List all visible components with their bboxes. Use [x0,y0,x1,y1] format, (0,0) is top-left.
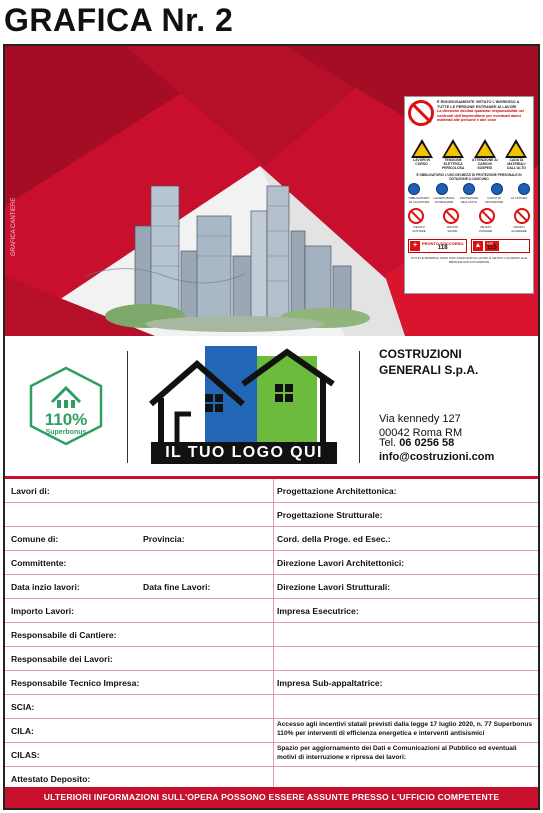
harness-icon [518,183,530,195]
mandatory-label: LAVARSI PRIMA DI MANGIARE [433,196,455,204]
table-row [5,623,538,647]
mandatory-label: CASCO DI PROTEZIONE [484,196,504,204]
warning-sign [408,139,435,170]
prohibition-icons-row [408,208,530,224]
warning-sign [503,139,530,170]
fire-brigade-number: 115 [487,245,497,251]
table-row [5,551,538,575]
label-data-inizio: Data inzio lavori: [11,582,80,592]
warning-label: LAVORI IN CORSO [413,158,430,166]
superbonus-badge [28,366,104,446]
sign-prohibition-text: È RIGOROSAMENTE VIETATO L'INGRESSO A TUTTE LE PERSONE ESTRANEE AI LAVORI [437,100,520,109]
label-progettazione-strutturale: Progettazione Strutturale: [277,510,383,520]
label-impresa-sub: Impresa Sub-appaltatrice: [277,678,383,688]
label-direzione-architettonici: Direzione Lavori Architettonici: [277,558,405,568]
mandatory-title: È OBBLIGATORIO L'USO DEI MEZZI DI PROTEZIONE PERSONALE IN DOTAZIONE A CIASCUNO [416,173,522,181]
fire-brigade-box [471,239,530,253]
first-aid-number: 118 [437,245,448,251]
warning-sign [471,139,498,170]
table-row [5,599,538,623]
warning-signs-row [408,139,530,170]
label-responsabile-lavori: Responsabile dei Lavori: [11,654,113,664]
construction-site-board [3,44,540,810]
label-data-fine: Data fine Lavori: [143,582,211,592]
label-responsabile-cantiere: Responsabile di Cantiere: [11,630,117,640]
first-aid-box [408,239,467,253]
footer-banner: ULTERIORI INFORMAZIONI SULL'OPERA POSSONO ESSERE ASSUNTE PRESSO L'UFFICIO COMPETENTE [5,787,538,808]
mandatory-icons-row [408,183,530,195]
prohibition-label: VIETATO PASSARE [479,225,493,233]
boots-icon [408,183,420,195]
prohibition-label: VIETATO SALIRE [446,225,459,233]
safety-sign [404,96,534,294]
table-row [5,527,538,551]
phone-label: Tel. [379,437,397,449]
first-aid-label: PRONTO SOCCORSO [422,241,464,246]
sign-disclaimer-text: La direzione declina qualsiasi responsabilità nei confronti dell'Imprenditore per eventuali danni materiali alle persone e alle cose [437,109,524,123]
label-direzione-strutturali: Direzione Lavori Strutturali: [277,582,391,592]
no-entry-icon [408,100,434,126]
public-updates-note: Spazio per aggiornamento dei Dati e Comunicazioni al Pubblico ed eventuali motivi di interruzione e ripresa dei lavori: [277,745,517,761]
phone-number: 06 0256 58 [399,437,455,449]
company-name [379,346,529,378]
sign-footer-text: TUTTE LE MATERIALI SONO STATI ASSICURATI AI LAVORI. È VIETATO L'ACCESSO ALLE PERSONE NON AUTORIZZATE [410,256,528,264]
label-provincia: Provincia: [143,534,185,544]
no-passing-icon [479,208,495,224]
hands-icon [436,183,448,195]
company-band [5,336,538,476]
warning-label: TENSIONE ELETTRICA PERICOLOSA [441,158,465,170]
superbonus-value: 110% [44,410,88,429]
mandatory-labels [408,196,530,204]
company-name-line2: GENERALI S.p.A. [379,363,479,377]
project-info-table [5,479,538,787]
mandatory-label: LA CINTURA [510,196,528,200]
mandatory-label: OBBLIGATORIO LE CALZATURE [408,196,430,204]
company-name-line1: COSTRUZIONI [379,347,462,361]
vertical-caption: GRAFICA CANTIERE [11,197,17,256]
no-standing-icon [408,208,424,224]
table-row [5,647,538,671]
falling-objects-icon [505,139,527,158]
warning-triangle-icon [411,139,433,158]
company-phone [379,436,529,450]
table-row [5,575,538,599]
page-title: GRAFICA Nr. 2 [4,2,234,38]
suspended-load-icon [474,139,496,158]
label-cord-proge: Cord. della Proge. ed Esec.: [277,534,391,544]
label-importo: Importo Lavori: [11,606,75,616]
warning-label: ATTENZIONE AI CARICHI SOSPESI [472,158,498,170]
no-access-icon [514,208,530,224]
superbonus-label: Superbonus [45,429,87,436]
fire-icon: ▲ [474,242,482,249]
mandatory-label: PROTEZIONE DELL'UDITO [459,196,479,204]
table-row [5,695,538,719]
company-city: 00042 Roma RM [379,427,463,439]
emergency-numbers [408,239,530,253]
ear-protection-icon [463,183,475,195]
table-row [5,479,538,503]
warning-label: CADUTA MATERIALI DALL'ALTO [507,158,526,170]
first-aid-cross-icon: + [410,241,420,251]
helmet-icon [491,183,503,195]
label-attestato-deposito: Attestato Deposito: [11,774,91,784]
label-impresa-esecutrice: Impresa Esecutrice: [277,606,359,616]
label-scia: SCIA: [11,702,35,712]
table-row [5,719,538,743]
table-row [5,671,538,695]
house-logo-icon [147,344,337,444]
table-row [5,503,538,527]
table-row [5,743,538,767]
prohibition-label: VIETATO SOSTARE [412,225,426,233]
prohibition-labels [408,225,530,233]
divider [127,351,128,463]
label-responsabile-tecnico: Responsabile Tecnico Impresa: [11,678,140,688]
no-climbing-icon [443,208,459,224]
label-lavori-di: Lavori di: [11,486,50,496]
label-committente: Committente: [11,558,67,568]
label-cilas: CILAS: [11,750,40,760]
label-cila: CILA: [11,726,34,736]
prohibition-label: VIETATO ACCEDERE [511,225,527,233]
hero-banner [5,46,538,336]
electric-hazard-icon [442,139,464,158]
company-email: info@costruzioni.com [379,451,495,463]
superbonus-incentive-note: Accesso agli incentivi statali previsti dalla legge 17 luglio 2020, n. 77 Superbonus 110% per interventi di efficienza energetica e interventi antisismici [277,721,533,737]
fire-brigade-label: V.F. [487,241,494,246]
warning-sign [440,139,467,170]
label-progettazione-architettonica: Progettazione Architettonica: [277,486,397,496]
logo-caption: IL TUO LOGO QUI [151,442,337,464]
company-street: Via kennedy 127 [379,413,461,425]
divider [359,351,360,463]
label-comune: Comune di: [11,534,59,544]
